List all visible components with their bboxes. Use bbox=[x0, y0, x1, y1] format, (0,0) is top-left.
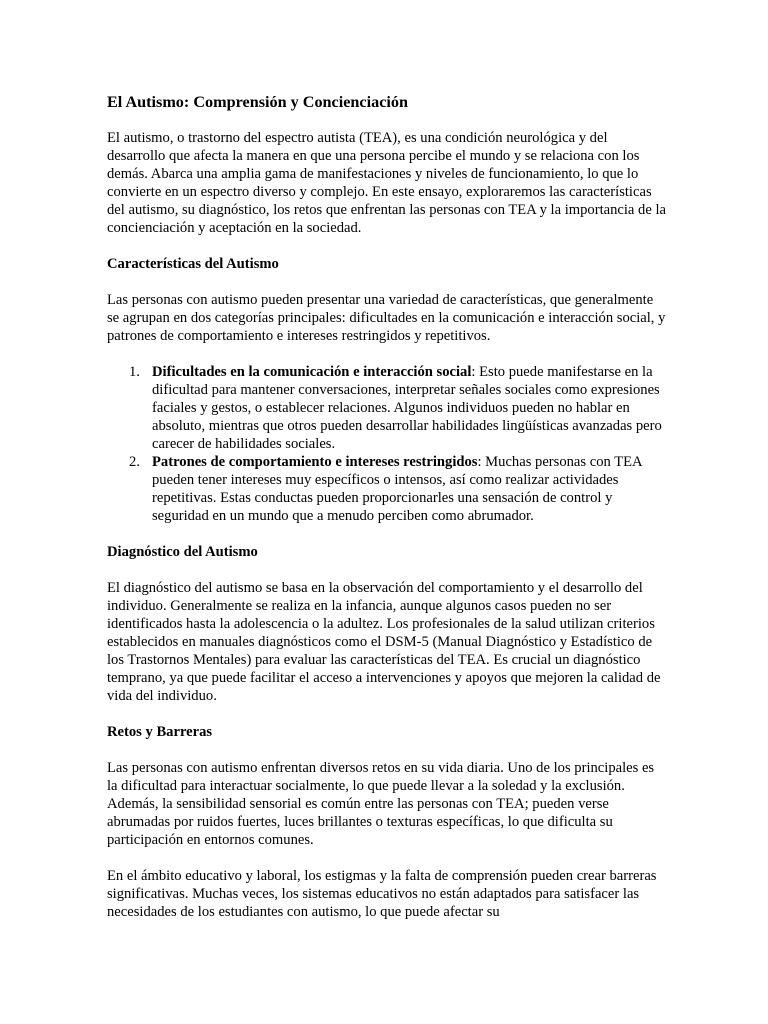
section-heading-caracteristicas: Características del Autismo bbox=[107, 256, 279, 272]
document-page bbox=[107, 92, 667, 939]
retos-paragraph: Las personas con autismo enfrentan diversos retos en su vida diaria. Uno de los principales es la dificultad para interactuar socialmente, lo que puede llevar a la soledad y la exclusión. Además, la sensibilidad sensorial es común entre las personas con TEA; pueden verse abrumadas por ruidos fuertes, luces brillantes o texturas específicas, lo que dificulta su participación en entornos comunes. bbox=[107, 760, 655, 848]
section-heading-retos: Retos y Barreras bbox=[107, 724, 213, 740]
list-item-text: : Muchas personas con TEA pueden tener intereses muy específicos o intensos, así como realizar actividades repetitivas. Estas conductas pueden proporcionarles una sensación de control y seguridad en un mundo que a menudo perciben como abrumador. bbox=[152, 454, 642, 524]
caracteristicas-list bbox=[107, 363, 667, 525]
retos-paragraph-2: En el ámbito educativo y laboral, los estigmas y la falta de comprensión pueden crear barreras significativas. Muchas veces, los sistemas educativos no están adaptados para satisfacer las necesidades de los estudiantes con autismo, lo que puede afectar su bbox=[107, 868, 657, 920]
list-item-term: Dificultades en la comunicación e interacción social bbox=[152, 364, 472, 380]
list-item-number: 1. bbox=[129, 364, 140, 380]
diagnostico-paragraph: El diagnóstico del autismo se basa en la observación del comportamiento y el desarrollo del individuo. Generalmente se realiza en la infancia, aunque algunos casos pueden no ser identificados hasta la adolescencia o la adultez. Los profesionales de la salud utilizan criterios establecidos en manuales diagnósticos como el DSM-5 (Manual Diagnóstico y Estadístico de los Trastornos Mentales) para evaluar las características del TEA. Es crucial un diagnóstico temprano, ya que puede facilitar el acceso a intervenciones y apoyos que mejoren la calidad de vida del individuo. bbox=[107, 580, 661, 704]
list-item-number: 2. bbox=[129, 454, 140, 470]
list-item-term: Patrones de comportamiento e intereses restringidos bbox=[152, 454, 478, 470]
list-item-text: : Esto puede manifestarse en la dificultad para mantener conversaciones, interpretar señales sociales como expresiones faciales y gestos, o establecer relaciones. Algunos individuos pueden no hablar en absoluto, mientras que otros pueden desarrollar habilidades lingüísticas avanzadas pero carecer de habilidades sociales. bbox=[152, 364, 662, 452]
document-title: El Autismo: Comprensión y Concienciación bbox=[107, 93, 408, 111]
section-heading-diagnostico: Diagnóstico del Autismo bbox=[107, 544, 258, 560]
intro-paragraph: El autismo, o trastorno del espectro autista (TEA), es una condición neurológica y del desarrollo que afecta la manera en que una persona percibe el mundo y se relaciona con los demás. Abarca una amplia gama de manifestaciones y niveles de funcionamiento, lo que lo convierte en un espectro diverso y complejo. En este ensayo, exploraremos las características del autismo, su diagnóstico, los retos que enfrentan las personas con TEA y la importancia de la concienciación y aceptación en la sociedad. bbox=[107, 130, 667, 236]
list-item bbox=[107, 363, 667, 453]
list-item bbox=[107, 453, 667, 525]
caracteristicas-paragraph: Las personas con autismo pueden presentar una variedad de características, que generalmente se agrupan en dos categorías principales: dificultades en la comunicación e interacción social, y patrones de comportamiento e intereses restringidos y repetitivos. bbox=[107, 292, 666, 344]
